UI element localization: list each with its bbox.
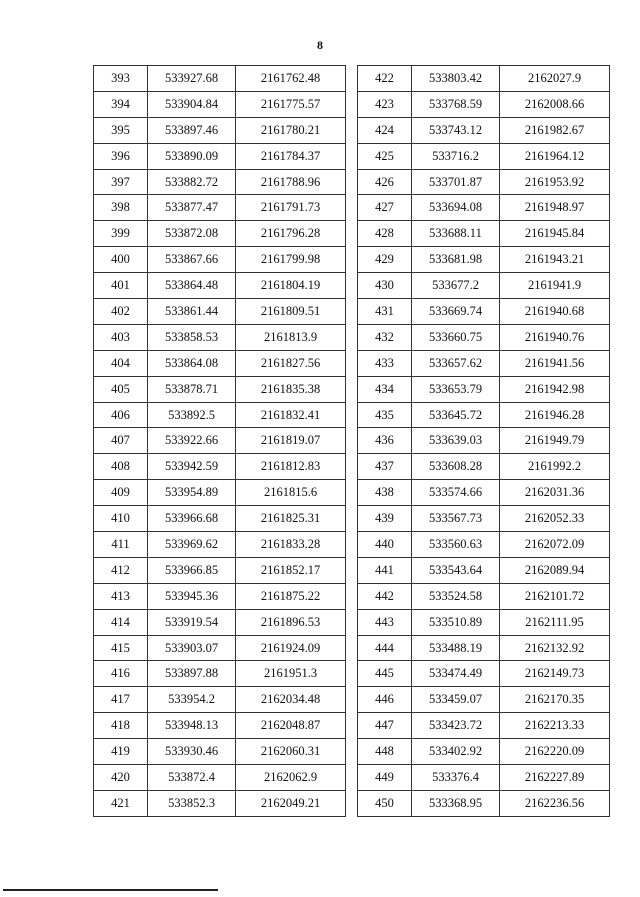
point-number-cell: 450 xyxy=(358,790,412,816)
point-number-cell: 423 xyxy=(358,91,412,117)
x-coordinate-cell: 533864.08 xyxy=(148,350,236,376)
x-coordinate-cell: 533948.13 xyxy=(148,713,236,739)
point-number-cell: 417 xyxy=(94,687,148,713)
y-coordinate-cell: 2161813.9 xyxy=(236,324,346,350)
y-coordinate-cell: 2161945.84 xyxy=(500,221,610,247)
y-coordinate-cell: 2161942.98 xyxy=(500,376,610,402)
point-number-cell: 396 xyxy=(94,143,148,169)
point-number-cell: 393 xyxy=(94,66,148,92)
point-number-cell: 406 xyxy=(94,402,148,428)
y-coordinate-cell: 2161788.96 xyxy=(236,169,346,195)
y-coordinate-cell: 2162220.09 xyxy=(500,739,610,765)
y-coordinate-cell: 2161762.48 xyxy=(236,66,346,92)
table-row xyxy=(94,790,346,816)
x-coordinate-cell: 533954.2 xyxy=(148,687,236,713)
y-coordinate-cell: 2161835.38 xyxy=(236,376,346,402)
point-number-cell: 444 xyxy=(358,635,412,661)
y-coordinate-cell: 2162060.31 xyxy=(236,739,346,765)
y-coordinate-cell: 2161833.28 xyxy=(236,532,346,558)
x-coordinate-cell: 533402.92 xyxy=(412,739,500,765)
table-row xyxy=(94,506,346,532)
y-coordinate-cell: 2161982.67 xyxy=(500,117,610,143)
point-number-cell: 439 xyxy=(358,506,412,532)
point-number-cell: 438 xyxy=(358,480,412,506)
x-coordinate-cell: 533904.84 xyxy=(148,91,236,117)
point-number-cell: 400 xyxy=(94,247,148,273)
table-row xyxy=(358,273,610,299)
x-coordinate-cell: 533878.71 xyxy=(148,376,236,402)
y-coordinate-cell: 2161796.28 xyxy=(236,221,346,247)
y-coordinate-cell: 2161992.2 xyxy=(500,454,610,480)
point-number-cell: 418 xyxy=(94,713,148,739)
point-number-cell: 409 xyxy=(94,480,148,506)
x-coordinate-cell: 533858.53 xyxy=(148,324,236,350)
y-coordinate-cell: 2161951.3 xyxy=(236,661,346,687)
x-coordinate-cell: 533639.03 xyxy=(412,428,500,454)
point-number-cell: 402 xyxy=(94,299,148,325)
table-row xyxy=(358,299,610,325)
x-coordinate-cell: 533877.47 xyxy=(148,195,236,221)
y-coordinate-cell: 2161953.92 xyxy=(500,169,610,195)
table-row xyxy=(358,117,610,143)
point-number-cell: 424 xyxy=(358,117,412,143)
point-number-cell: 419 xyxy=(94,739,148,765)
point-number-cell: 449 xyxy=(358,765,412,791)
table-row xyxy=(94,247,346,273)
y-coordinate-cell: 2162149.73 xyxy=(500,661,610,687)
x-coordinate-cell: 533743.12 xyxy=(412,117,500,143)
y-coordinate-cell: 2162008.66 xyxy=(500,91,610,117)
table-row xyxy=(358,195,610,221)
table-row xyxy=(358,532,610,558)
y-coordinate-cell: 2161775.57 xyxy=(236,91,346,117)
x-coordinate-cell: 533524.58 xyxy=(412,583,500,609)
table-row xyxy=(94,428,346,454)
x-coordinate-cell: 533954.89 xyxy=(148,480,236,506)
table-row xyxy=(358,402,610,428)
footer-rule xyxy=(3,889,218,891)
table-row xyxy=(94,117,346,143)
table-row xyxy=(358,506,610,532)
table-row xyxy=(358,739,610,765)
y-coordinate-cell: 2161804.19 xyxy=(236,273,346,299)
y-coordinate-cell: 2161815.6 xyxy=(236,480,346,506)
table-row xyxy=(358,765,610,791)
table-row xyxy=(358,169,610,195)
y-coordinate-cell: 2162052.33 xyxy=(500,506,610,532)
x-coordinate-cell: 533688.11 xyxy=(412,221,500,247)
point-number-cell: 410 xyxy=(94,506,148,532)
table-row xyxy=(94,195,346,221)
x-coordinate-cell: 533897.88 xyxy=(148,661,236,687)
y-coordinate-cell: 2161941.9 xyxy=(500,273,610,299)
table-row xyxy=(358,66,610,92)
y-coordinate-cell: 2161780.21 xyxy=(236,117,346,143)
y-coordinate-cell: 2161948.97 xyxy=(500,195,610,221)
point-number-cell: 436 xyxy=(358,428,412,454)
y-coordinate-cell: 2161949.79 xyxy=(500,428,610,454)
x-coordinate-cell: 533897.46 xyxy=(148,117,236,143)
table-row xyxy=(358,713,610,739)
point-number-cell: 407 xyxy=(94,428,148,454)
table-row xyxy=(94,221,346,247)
x-coordinate-cell: 533701.87 xyxy=(412,169,500,195)
y-coordinate-cell: 2162111.95 xyxy=(500,609,610,635)
table-row xyxy=(94,765,346,791)
y-coordinate-cell: 2161946.28 xyxy=(500,402,610,428)
y-coordinate-cell: 2161940.68 xyxy=(500,299,610,325)
table-row xyxy=(94,169,346,195)
table-row xyxy=(358,350,610,376)
x-coordinate-cell: 533882.72 xyxy=(148,169,236,195)
point-number-cell: 446 xyxy=(358,687,412,713)
point-number-cell: 429 xyxy=(358,247,412,273)
x-coordinate-cell: 533803.42 xyxy=(412,66,500,92)
x-coordinate-cell: 533966.85 xyxy=(148,557,236,583)
x-coordinate-cell: 533657.62 xyxy=(412,350,500,376)
point-number-cell: 399 xyxy=(94,221,148,247)
x-coordinate-cell: 533890.09 xyxy=(148,143,236,169)
x-coordinate-cell: 533927.68 xyxy=(148,66,236,92)
x-coordinate-cell: 533694.08 xyxy=(412,195,500,221)
x-coordinate-cell: 533474.49 xyxy=(412,661,500,687)
point-number-cell: 432 xyxy=(358,324,412,350)
table-row xyxy=(358,221,610,247)
y-coordinate-cell: 2161924.09 xyxy=(236,635,346,661)
point-number-cell: 416 xyxy=(94,661,148,687)
x-coordinate-cell: 533872.08 xyxy=(148,221,236,247)
point-number-cell: 405 xyxy=(94,376,148,402)
coordinate-table-right xyxy=(357,65,610,817)
x-coordinate-cell: 533942.59 xyxy=(148,454,236,480)
point-number-cell: 441 xyxy=(358,557,412,583)
table-row xyxy=(94,635,346,661)
table-row xyxy=(358,376,610,402)
point-number-cell: 440 xyxy=(358,532,412,558)
table-row xyxy=(94,350,346,376)
x-coordinate-cell: 533867.66 xyxy=(148,247,236,273)
x-coordinate-cell: 533872.4 xyxy=(148,765,236,791)
x-coordinate-cell: 533423.72 xyxy=(412,713,500,739)
point-number-cell: 421 xyxy=(94,790,148,816)
y-coordinate-cell: 2162031.36 xyxy=(500,480,610,506)
table-row xyxy=(358,790,610,816)
point-number-cell: 426 xyxy=(358,169,412,195)
point-number-cell: 428 xyxy=(358,221,412,247)
point-number-cell: 403 xyxy=(94,324,148,350)
y-coordinate-cell: 2161964.12 xyxy=(500,143,610,169)
point-number-cell: 395 xyxy=(94,117,148,143)
x-coordinate-cell: 533567.73 xyxy=(412,506,500,532)
point-number-cell: 415 xyxy=(94,635,148,661)
x-coordinate-cell: 533376.4 xyxy=(412,765,500,791)
point-number-cell: 397 xyxy=(94,169,148,195)
table-row xyxy=(94,324,346,350)
point-number-cell: 408 xyxy=(94,454,148,480)
y-coordinate-cell: 2161896.53 xyxy=(236,609,346,635)
table-row xyxy=(94,299,346,325)
table-row xyxy=(94,273,346,299)
y-coordinate-cell: 2162213.33 xyxy=(500,713,610,739)
x-coordinate-cell: 533459.07 xyxy=(412,687,500,713)
x-coordinate-cell: 533608.28 xyxy=(412,454,500,480)
point-number-cell: 401 xyxy=(94,273,148,299)
table-row xyxy=(94,91,346,117)
y-coordinate-cell: 2161799.98 xyxy=(236,247,346,273)
point-number-cell: 445 xyxy=(358,661,412,687)
y-coordinate-cell: 2161784.37 xyxy=(236,143,346,169)
y-coordinate-cell: 2161940.76 xyxy=(500,324,610,350)
table-row xyxy=(358,635,610,661)
y-coordinate-cell: 2161827.56 xyxy=(236,350,346,376)
x-coordinate-cell: 533574.66 xyxy=(412,480,500,506)
x-coordinate-cell: 533677.2 xyxy=(412,273,500,299)
table-row xyxy=(94,376,346,402)
table-row xyxy=(94,661,346,687)
table-row xyxy=(94,609,346,635)
x-coordinate-cell: 533919.54 xyxy=(148,609,236,635)
table-row xyxy=(94,713,346,739)
point-number-cell: 412 xyxy=(94,557,148,583)
x-coordinate-cell: 533861.44 xyxy=(148,299,236,325)
y-coordinate-cell: 2162049.21 xyxy=(236,790,346,816)
x-coordinate-cell: 533669.74 xyxy=(412,299,500,325)
table-row xyxy=(358,428,610,454)
table-row xyxy=(94,583,346,609)
y-coordinate-cell: 2161819.07 xyxy=(236,428,346,454)
table-row xyxy=(94,402,346,428)
table-row xyxy=(358,91,610,117)
table-row xyxy=(358,143,610,169)
table-row xyxy=(358,480,610,506)
table-row xyxy=(358,247,610,273)
x-coordinate-cell: 533488.19 xyxy=(412,635,500,661)
y-coordinate-cell: 2161809.51 xyxy=(236,299,346,325)
table-row xyxy=(94,454,346,480)
y-coordinate-cell: 2161943.21 xyxy=(500,247,610,273)
y-coordinate-cell: 2162048.87 xyxy=(236,713,346,739)
x-coordinate-cell: 533966.68 xyxy=(148,506,236,532)
y-coordinate-cell: 2162034.48 xyxy=(236,687,346,713)
point-number-cell: 420 xyxy=(94,765,148,791)
table-row xyxy=(358,557,610,583)
x-coordinate-cell: 533945.36 xyxy=(148,583,236,609)
point-number-cell: 430 xyxy=(358,273,412,299)
y-coordinate-cell: 2161812.83 xyxy=(236,454,346,480)
x-coordinate-cell: 533645.72 xyxy=(412,402,500,428)
x-coordinate-cell: 533510.89 xyxy=(412,609,500,635)
table-row xyxy=(358,324,610,350)
point-number-cell: 425 xyxy=(358,143,412,169)
coordinate-table-left xyxy=(93,65,346,817)
table-row xyxy=(358,583,610,609)
point-number-cell: 413 xyxy=(94,583,148,609)
table-row xyxy=(94,143,346,169)
point-number-cell: 394 xyxy=(94,91,148,117)
y-coordinate-cell: 2162062.9 xyxy=(236,765,346,791)
table-row xyxy=(358,687,610,713)
y-coordinate-cell: 2161791.73 xyxy=(236,195,346,221)
point-number-cell: 404 xyxy=(94,350,148,376)
table-row xyxy=(94,557,346,583)
y-coordinate-cell: 2162072.09 xyxy=(500,532,610,558)
x-coordinate-cell: 533681.98 xyxy=(412,247,500,273)
x-coordinate-cell: 533716.2 xyxy=(412,143,500,169)
x-coordinate-cell: 533892.5 xyxy=(148,402,236,428)
x-coordinate-cell: 533852.3 xyxy=(148,790,236,816)
point-number-cell: 443 xyxy=(358,609,412,635)
table-row xyxy=(358,609,610,635)
y-coordinate-cell: 2162236.56 xyxy=(500,790,610,816)
point-number-cell: 447 xyxy=(358,713,412,739)
x-coordinate-cell: 533864.48 xyxy=(148,273,236,299)
y-coordinate-cell: 2162132.92 xyxy=(500,635,610,661)
x-coordinate-cell: 533660.75 xyxy=(412,324,500,350)
page-number: 8 xyxy=(317,38,323,52)
point-number-cell: 398 xyxy=(94,195,148,221)
x-coordinate-cell: 533653.79 xyxy=(412,376,500,402)
x-coordinate-cell: 533543.64 xyxy=(412,557,500,583)
x-coordinate-cell: 533930.46 xyxy=(148,739,236,765)
y-coordinate-cell: 2161875.22 xyxy=(236,583,346,609)
point-number-cell: 411 xyxy=(94,532,148,558)
point-number-cell: 448 xyxy=(358,739,412,765)
point-number-cell: 422 xyxy=(358,66,412,92)
table-row xyxy=(94,480,346,506)
point-number-cell: 431 xyxy=(358,299,412,325)
point-number-cell: 437 xyxy=(358,454,412,480)
y-coordinate-cell: 2161852.17 xyxy=(236,557,346,583)
table-row xyxy=(94,66,346,92)
table-row xyxy=(358,661,610,687)
y-coordinate-cell: 2162101.72 xyxy=(500,583,610,609)
y-coordinate-cell: 2161941.56 xyxy=(500,350,610,376)
table-row xyxy=(358,454,610,480)
x-coordinate-cell: 533969.62 xyxy=(148,532,236,558)
point-number-cell: 433 xyxy=(358,350,412,376)
table-row xyxy=(94,739,346,765)
y-coordinate-cell: 2162027.9 xyxy=(500,66,610,92)
point-number-cell: 434 xyxy=(358,376,412,402)
x-coordinate-cell: 533922.66 xyxy=(148,428,236,454)
y-coordinate-cell: 2162227.89 xyxy=(500,765,610,791)
y-coordinate-cell: 2161832.41 xyxy=(236,402,346,428)
y-coordinate-cell: 2162170.35 xyxy=(500,687,610,713)
y-coordinate-cell: 2162089.94 xyxy=(500,557,610,583)
point-number-cell: 435 xyxy=(358,402,412,428)
table-row xyxy=(94,532,346,558)
point-number-cell: 427 xyxy=(358,195,412,221)
table-row xyxy=(94,687,346,713)
point-number-cell: 414 xyxy=(94,609,148,635)
x-coordinate-cell: 533560.63 xyxy=(412,532,500,558)
x-coordinate-cell: 533903.07 xyxy=(148,635,236,661)
point-number-cell: 442 xyxy=(358,583,412,609)
x-coordinate-cell: 533768.59 xyxy=(412,91,500,117)
x-coordinate-cell: 533368.95 xyxy=(412,790,500,816)
y-coordinate-cell: 2161825.31 xyxy=(236,506,346,532)
